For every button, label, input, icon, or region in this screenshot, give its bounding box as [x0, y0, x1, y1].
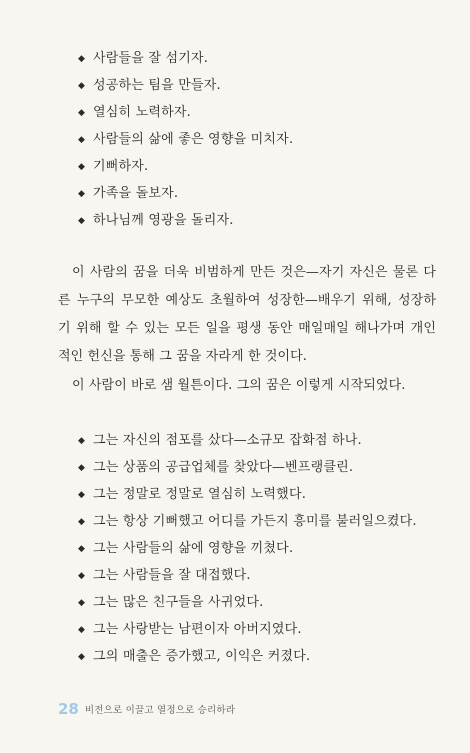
- paragraph-line: 기 위해 할 수 있는 모든 일을 평생 동안 매일매일 해나가며 개인: [58, 321, 436, 336]
- diamond-bullet-icon: ◆: [78, 598, 86, 608]
- page-footer: [58, 700, 235, 718]
- list-item: [78, 427, 417, 454]
- diamond-bullet-icon: ◆: [78, 81, 86, 91]
- diamond-bullet-icon: ◆: [78, 463, 86, 473]
- diamond-bullet-icon: ◆: [78, 54, 86, 64]
- list-item-text: 그는 정말로 정말로 열심히 노력했다.: [93, 487, 307, 502]
- diamond-bullet-icon: ◆: [78, 436, 86, 446]
- list-item-text: 그는 많은 친구들을 사귀었다.: [93, 595, 264, 610]
- diamond-bullet-icon: ◆: [78, 189, 86, 199]
- page-number: 28: [58, 700, 79, 718]
- list-item-text: 기뻐하자.: [93, 159, 149, 174]
- diamond-bullet-icon: ◆: [78, 216, 86, 226]
- body-paragraph: 이 사람이 바로 샘 월튼이다. 그의 꿈은 이렇게 시작되었다.: [72, 378, 406, 393]
- list-item: [78, 180, 293, 207]
- list-item-text: 그는 사랑받는 남편이자 아버지였다.: [93, 622, 302, 637]
- list-item: [78, 562, 417, 589]
- list-item-text: 그는 상품의 공급업체를 찾았다—벤프랭클린.: [93, 460, 354, 475]
- list-item: [78, 643, 417, 670]
- list-item: [78, 481, 417, 508]
- list-item-text: 그는 항상 기뻐했고 어디를 가든지 흥미를 불러일으켰다.: [93, 514, 417, 529]
- diamond-bullet-icon: ◆: [78, 162, 86, 172]
- list-item-text: 사람들을 잘 섬기자.: [93, 51, 209, 66]
- list-item-text: 사람들의 삶에 좋은 영향을 미치자.: [93, 132, 294, 147]
- body-paragraph: [58, 259, 436, 371]
- diamond-bullet-icon: ◆: [78, 544, 86, 554]
- paragraph-line: 적인 헌신을 통해 그 꿈을 자라게 한 것이다.: [58, 349, 308, 364]
- list-item-text: 그는 사람들을 잘 대접했다.: [93, 568, 251, 583]
- running-title: 비전으로 이끌고 열정으로 승리하라: [84, 705, 236, 716]
- list-item-text: 열심히 노력하자.: [93, 105, 191, 120]
- list-item-text: 그는 자신의 점포를 샀다—소규모 잡화점 하나.: [93, 433, 362, 448]
- list-item: [78, 616, 417, 643]
- list-item: [78, 45, 293, 72]
- sam-walton-list: [78, 427, 417, 670]
- diamond-bullet-icon: ◆: [78, 108, 86, 118]
- list-item-text: 그는 사람들의 삶에 영향을 끼쳤다.: [93, 541, 294, 556]
- list-item: [78, 508, 417, 535]
- paragraph-line: 른 누구의 무모한 예상도 초월하여 성장한—배우기 위해, 성장하: [58, 293, 436, 308]
- diamond-bullet-icon: ◆: [78, 135, 86, 145]
- list-item: [78, 99, 293, 126]
- list-item: [78, 454, 417, 481]
- diamond-bullet-icon: ◆: [78, 571, 86, 581]
- diamond-bullet-icon: ◆: [78, 652, 86, 662]
- list-item-text: 성공하는 팀을 만들자.: [93, 78, 221, 93]
- diamond-bullet-icon: ◆: [78, 517, 86, 527]
- list-item-text: 가족을 돌보자.: [93, 186, 179, 201]
- list-item-text: 그의 매출은 증가했고, 이익은 커졌다.: [93, 649, 311, 664]
- list-item: [78, 126, 293, 153]
- list-item: [78, 153, 293, 180]
- resolution-list: [78, 45, 293, 234]
- list-item-text: 하나님께 영광을 돌리자.: [93, 213, 234, 228]
- diamond-bullet-icon: ◆: [78, 490, 86, 500]
- list-item: [78, 589, 417, 616]
- list-item: [78, 72, 293, 99]
- list-item: [78, 207, 293, 234]
- diamond-bullet-icon: ◆: [78, 625, 86, 635]
- list-item: [78, 535, 417, 562]
- paragraph-line: 이 사람의 꿈을 더욱 비범하게 만든 것은—자기 자신은 물론 다: [72, 265, 436, 280]
